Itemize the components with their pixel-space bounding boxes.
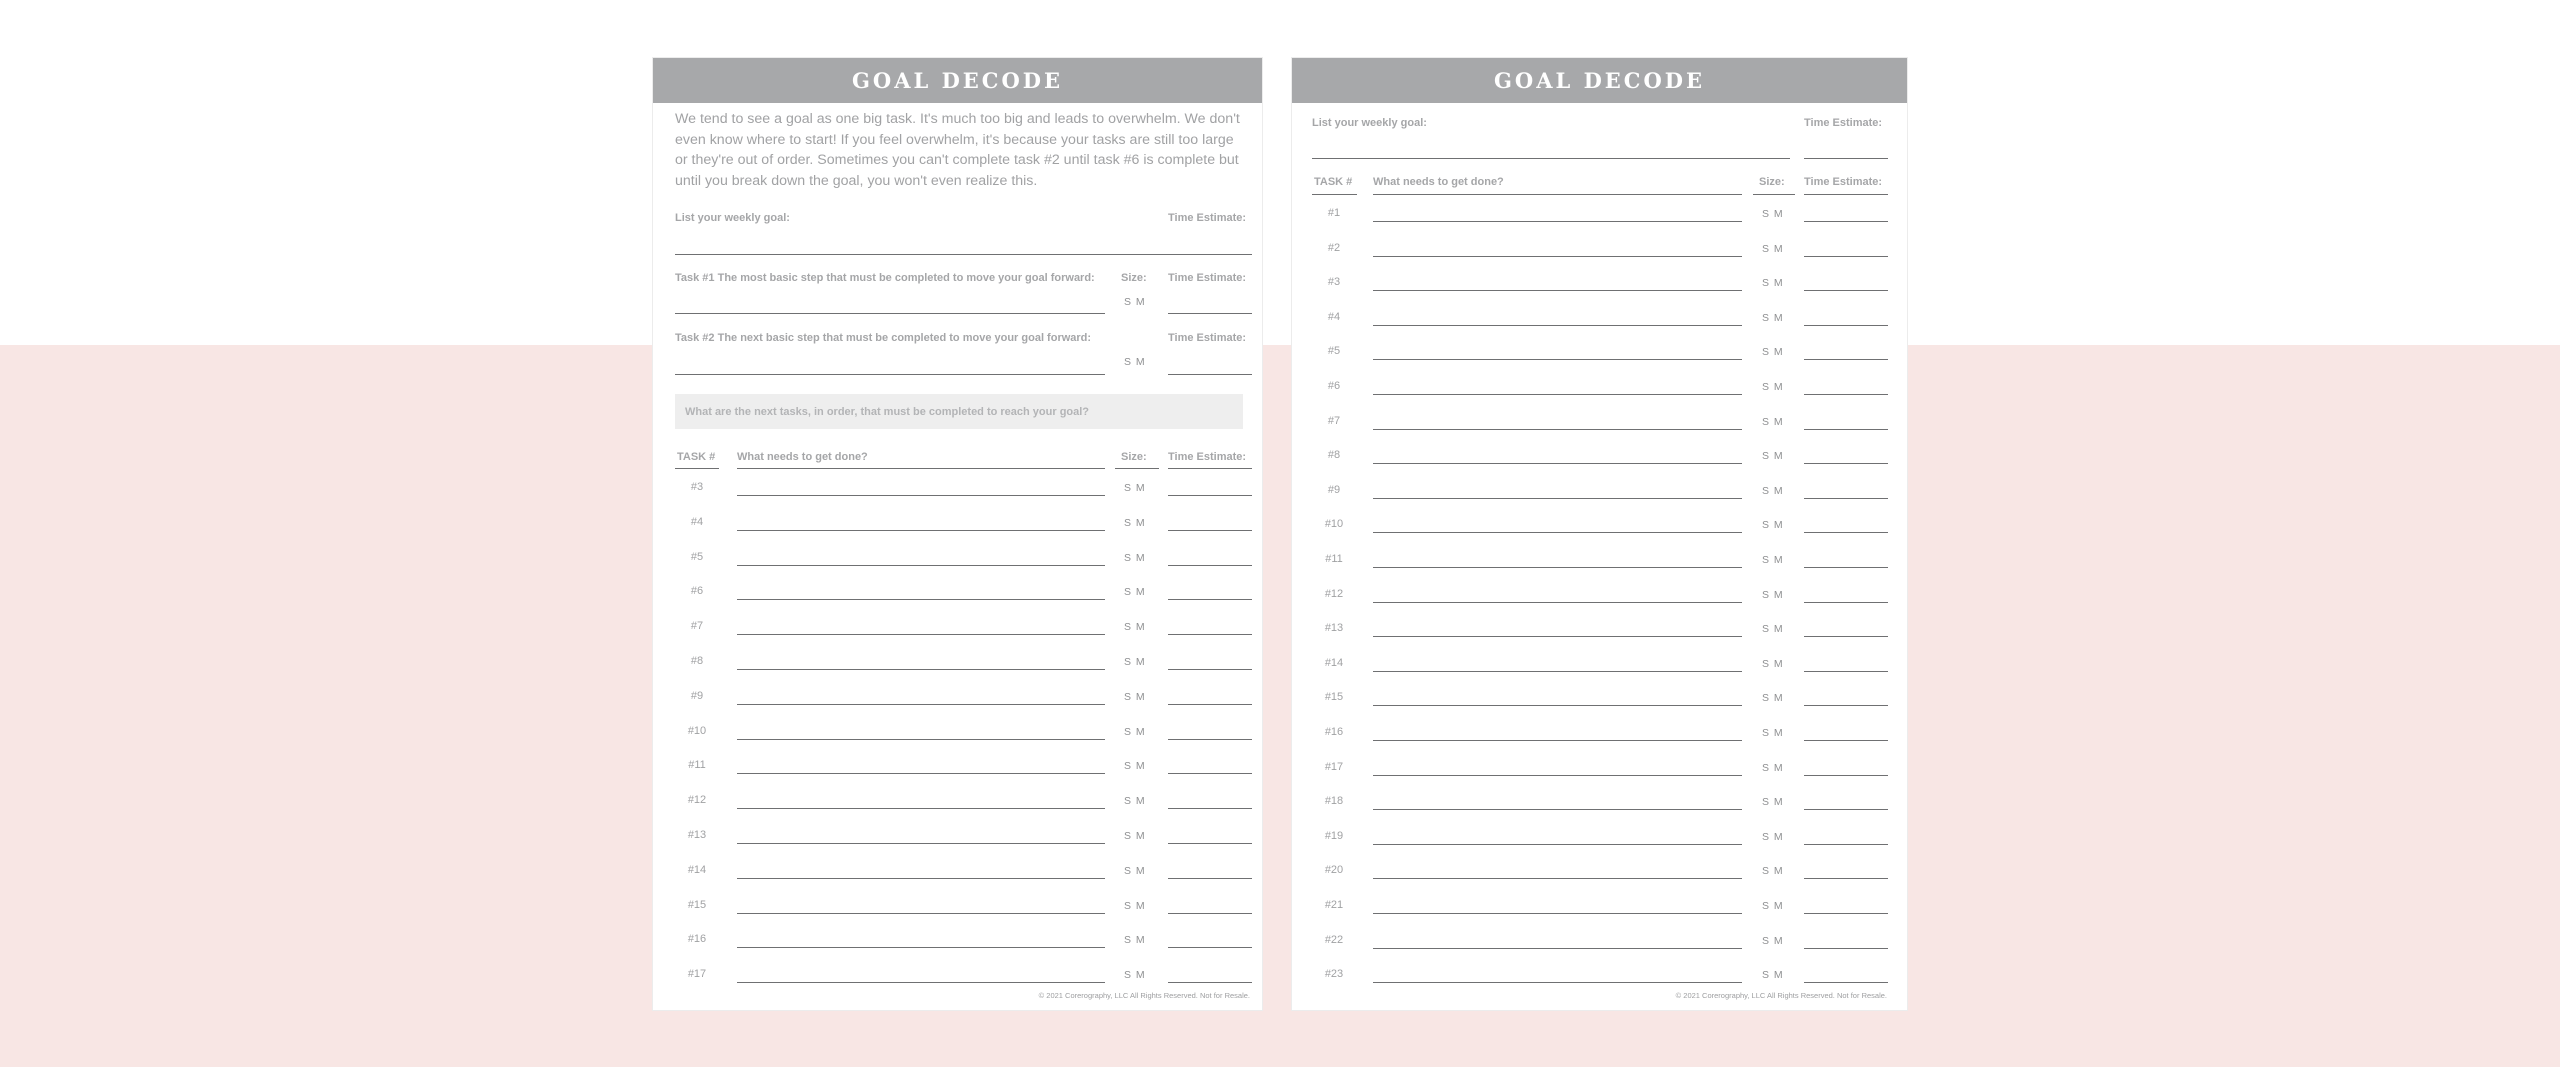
header-what: What needs to get done? — [737, 451, 868, 463]
time-estimate-label: Time Estimate: — [1168, 212, 1247, 224]
size-options[interactable]: S M — [1762, 727, 1784, 739]
header-underline — [1804, 194, 1888, 195]
task-line[interactable] — [1373, 636, 1742, 637]
task-number: #6 — [1327, 380, 1341, 392]
task-line[interactable] — [737, 808, 1105, 809]
header-underline — [1373, 194, 1742, 195]
time-estimate-line[interactable] — [1804, 982, 1888, 983]
task-line[interactable] — [1373, 982, 1742, 983]
task-number: #13 — [1324, 622, 1344, 635]
size-options[interactable]: S M — [1124, 760, 1146, 773]
task-number: #10 — [687, 724, 707, 737]
size-options[interactable]: S M — [1762, 692, 1784, 705]
task-number: #17 — [1324, 760, 1344, 773]
task-line[interactable] — [737, 913, 1105, 914]
time-estimate-line[interactable] — [1168, 878, 1252, 879]
task-number: #20 — [1324, 864, 1344, 877]
task-line[interactable] — [1373, 671, 1742, 672]
page-title: GOAL DECODE — [653, 58, 1262, 103]
size-options[interactable]: S M — [1124, 795, 1146, 808]
task-number: #11 — [1325, 553, 1343, 565]
size-options[interactable]: S M — [1762, 208, 1784, 220]
weekly-goal-label: List your weekly goal: — [675, 212, 790, 224]
size-options[interactable]: S M — [1762, 484, 1784, 497]
task-number: #10 — [1324, 518, 1344, 531]
size-options[interactable]: S M — [1762, 657, 1784, 670]
time-estimate-line[interactable] — [1804, 498, 1888, 499]
size-options[interactable]: S M — [1124, 656, 1146, 668]
task-number: #13 — [687, 829, 707, 841]
time-estimate-line[interactable] — [1804, 809, 1888, 810]
task-line[interactable] — [1373, 498, 1742, 499]
time-estimate-line[interactable] — [1168, 495, 1252, 496]
time-estimate-label: Time Estimate: — [1804, 117, 1883, 129]
task-line[interactable] — [1373, 532, 1742, 533]
task-line[interactable] — [1373, 394, 1742, 395]
time-estimate-line[interactable] — [1168, 739, 1252, 740]
task1-label: Task #1 The most basic step that must be completed to move your goal forward: — [675, 272, 1095, 284]
time-estimate-line[interactable] — [1168, 947, 1252, 948]
task-number: #4 — [690, 515, 704, 528]
task-number: #1 — [1327, 207, 1341, 219]
task-line[interactable] — [1373, 775, 1742, 776]
time-estimate-line[interactable] — [1804, 636, 1888, 637]
size-options[interactable]: S M — [1762, 450, 1784, 463]
task-line[interactable] — [737, 773, 1105, 774]
task-number: #9 — [1327, 483, 1341, 496]
instruction-bar: What are the next tasks, in order, that must be completed to reach your goal? — [675, 394, 1243, 429]
task-line[interactable] — [737, 739, 1105, 740]
task-number: #3 — [1327, 276, 1341, 289]
task-number: #16 — [687, 933, 707, 946]
task-number: #6 — [690, 585, 704, 598]
time-estimate-line[interactable] — [1804, 775, 1888, 776]
task-line[interactable] — [1373, 948, 1742, 949]
task-number: #12 — [687, 794, 707, 807]
task-line[interactable] — [737, 704, 1105, 705]
size-options[interactable]: S M — [1124, 551, 1146, 564]
header-underline — [675, 468, 719, 469]
size-options[interactable]: S M — [1762, 865, 1784, 878]
task1-line[interactable] — [675, 313, 1105, 314]
task-number: #15 — [1324, 691, 1344, 704]
task-number: #15 — [687, 898, 707, 911]
size-options[interactable]: S M — [1762, 554, 1784, 566]
task-number: #14 — [687, 863, 707, 876]
task2-label: Task #2 The next basic step that must be completed to move your goal forward: — [675, 332, 1092, 344]
task-line[interactable] — [1373, 429, 1742, 430]
task2-time-line[interactable] — [1168, 374, 1252, 375]
size-options[interactable]: S M — [1124, 690, 1146, 703]
size-options[interactable]: S M — [1124, 830, 1146, 842]
task-line[interactable] — [1373, 913, 1742, 914]
time-estimate-line[interactable] — [1168, 704, 1252, 705]
task-line[interactable] — [737, 878, 1105, 879]
size-options[interactable]: S M — [1762, 900, 1784, 912]
time-estimate-line[interactable] — [1804, 290, 1888, 291]
task-line[interactable] — [1373, 463, 1742, 464]
time-estimate-line[interactable] — [1804, 913, 1888, 914]
time-estimate-line[interactable] — [1804, 532, 1888, 533]
task-line[interactable] — [1373, 221, 1742, 222]
task-line[interactable] — [737, 565, 1105, 566]
time-estimate-line[interactable] — [1168, 634, 1252, 635]
worksheet-page-right — [1291, 57, 1908, 1011]
task-number: #8 — [690, 655, 704, 667]
size-options[interactable]: S M — [1762, 761, 1784, 774]
time-estimate-line[interactable] — [1168, 669, 1252, 670]
intro-paragraph: We tend to see a goal as one big task. It's much too big and leads to overwhelm. We don't even know where to start! If you feel overwhelm, it's because your tasks are still too large or they're out of order. Sometimes you can't complete task #2 until task #6 is complete but until you break down the goal, you won't even realize this. — [675, 111, 1240, 189]
weekly-goal-time-line[interactable] — [1168, 254, 1252, 255]
header-size: Size: — [1759, 176, 1785, 188]
header-time: Time Estimate: — [1804, 176, 1883, 188]
task-number: #21 — [1324, 899, 1344, 911]
size-options[interactable]: S M — [1124, 969, 1146, 982]
task-number: #17 — [687, 968, 707, 981]
task-number: #12 — [1324, 587, 1344, 600]
time-estimate-line[interactable] — [1168, 913, 1252, 914]
task-number: #2 — [1327, 241, 1341, 254]
size-options[interactable]: S M — [1762, 519, 1784, 532]
task-number: #11 — [688, 759, 706, 772]
task1-time-label: Time Estimate: — [1168, 272, 1247, 284]
header-underline — [1753, 194, 1795, 195]
task-line[interactable] — [737, 843, 1105, 844]
size-options[interactable]: S M — [1762, 623, 1784, 636]
time-estimate-line[interactable] — [1804, 705, 1888, 706]
size-options[interactable]: S M — [1762, 242, 1784, 255]
header-underline — [1115, 468, 1159, 469]
size-options[interactable]: S M — [1762, 346, 1784, 359]
task-line[interactable] — [737, 634, 1105, 635]
task-number: #23 — [1324, 968, 1344, 981]
time-estimate-line[interactable] — [1804, 429, 1888, 430]
time-estimate-line[interactable] — [1804, 221, 1888, 222]
page-title: GOAL DECODE — [1292, 58, 1907, 103]
time-estimate-line[interactable] — [1168, 982, 1252, 983]
task2-size-options[interactable]: S M — [1124, 356, 1146, 368]
task-line[interactable] — [1373, 705, 1742, 706]
task-line[interactable] — [737, 947, 1105, 948]
task-line[interactable] — [737, 982, 1105, 983]
task-line[interactable] — [737, 599, 1105, 600]
task-number: #8 — [1327, 449, 1341, 462]
size-options[interactable]: S M — [1124, 899, 1146, 912]
time-estimate-line[interactable] — [1168, 773, 1252, 774]
task-number: #5 — [690, 550, 704, 563]
header-task-num: TASK # — [677, 451, 716, 463]
task-number: #18 — [1324, 795, 1344, 808]
task-line[interactable] — [1373, 256, 1742, 257]
size-options[interactable]: S M — [1762, 415, 1784, 428]
size-options[interactable]: S M — [1762, 381, 1784, 393]
size-options[interactable]: S M — [1762, 277, 1784, 290]
time-estimate-line[interactable] — [1804, 567, 1888, 568]
time-estimate-line[interactable] — [1804, 256, 1888, 257]
size-options[interactable]: S M — [1124, 586, 1146, 599]
header-what: What needs to get done? — [1373, 176, 1504, 188]
task-number: #5 — [1327, 345, 1341, 358]
time-estimate-line[interactable] — [1168, 843, 1252, 844]
task-number: #9 — [690, 689, 704, 702]
header-task-num: TASK # — [1314, 176, 1353, 188]
task-line[interactable] — [737, 669, 1105, 670]
time-estimate-line[interactable] — [1804, 359, 1888, 360]
header-underline — [737, 468, 1105, 469]
task-number: #7 — [690, 620, 704, 633]
weekly-goal-label: List your weekly goal: — [1312, 117, 1427, 129]
weekly-goal-line[interactable] — [1312, 158, 1790, 159]
size-options[interactable]: S M — [1124, 934, 1146, 947]
time-estimate-line[interactable] — [1168, 530, 1252, 531]
task-number: #19 — [1324, 829, 1344, 842]
task-number: #22 — [1324, 933, 1344, 946]
time-estimate-line[interactable] — [1168, 565, 1252, 566]
task-number: #7 — [1327, 414, 1341, 427]
task-line[interactable] — [1373, 359, 1742, 360]
task-line[interactable] — [1373, 602, 1742, 603]
task2-line[interactable] — [675, 374, 1105, 375]
task1-size-options[interactable]: S M — [1124, 296, 1146, 308]
time-estimate-line[interactable] — [1168, 599, 1252, 600]
task-line[interactable] — [1373, 878, 1742, 879]
task-line[interactable] — [1373, 809, 1742, 810]
task-line[interactable] — [1373, 844, 1742, 845]
task-line[interactable] — [1373, 740, 1742, 741]
time-estimate-line[interactable] — [1804, 844, 1888, 845]
size-options[interactable]: S M — [1762, 796, 1784, 809]
time-estimate-line[interactable] — [1168, 808, 1252, 809]
worksheet-page-left — [652, 57, 1263, 1011]
copyright-footer: © 2021 Corerography, LLC All Rights Reserved. Not for Resale. — [1675, 991, 1887, 1000]
task-number: #16 — [1324, 726, 1344, 738]
task-number: #14 — [1324, 656, 1344, 669]
time-estimate-line[interactable] — [1804, 463, 1888, 464]
time-estimate-line[interactable] — [1804, 394, 1888, 395]
task-line[interactable] — [737, 495, 1105, 496]
size-options[interactable]: S M — [1124, 516, 1146, 529]
size-options[interactable]: S M — [1124, 864, 1146, 877]
size-options[interactable]: S M — [1762, 311, 1784, 324]
time-estimate-line[interactable] — [1804, 948, 1888, 949]
weekly-goal-time-line[interactable] — [1804, 158, 1888, 159]
time-estimate-line[interactable] — [1804, 740, 1888, 741]
header-size: Size: — [1121, 451, 1147, 463]
size-options[interactable]: S M — [1124, 482, 1146, 494]
copyright-footer: © 2021 Corerography, LLC All Rights Reserved. Not for Resale. — [1038, 991, 1250, 1000]
task-line[interactable] — [1373, 567, 1742, 568]
task-line[interactable] — [1373, 325, 1742, 326]
size-options[interactable]: S M — [1762, 588, 1784, 601]
time-estimate-line[interactable] — [1804, 602, 1888, 603]
time-estimate-line[interactable] — [1804, 878, 1888, 879]
task-line[interactable] — [1373, 290, 1742, 291]
size-options[interactable]: S M — [1762, 934, 1784, 947]
header-underline — [1312, 194, 1357, 195]
weekly-goal-line[interactable] — [675, 254, 1180, 255]
size-options[interactable]: S M — [1762, 830, 1784, 843]
time-estimate-line[interactable] — [1804, 671, 1888, 672]
task2-time-label: Time Estimate: — [1168, 332, 1247, 344]
time-estimate-line[interactable] — [1804, 325, 1888, 326]
size-options[interactable]: S M — [1124, 621, 1146, 634]
task1-time-line[interactable] — [1168, 313, 1252, 314]
size-options[interactable]: S M — [1124, 725, 1146, 738]
header-underline — [1168, 468, 1252, 469]
task1-size-label: Size: — [1121, 272, 1147, 284]
task-number: #4 — [1327, 310, 1341, 323]
task-line[interactable] — [737, 530, 1105, 531]
size-options[interactable]: S M — [1762, 969, 1784, 982]
header-time: Time Estimate: — [1168, 451, 1247, 463]
task-number: #3 — [690, 481, 704, 493]
